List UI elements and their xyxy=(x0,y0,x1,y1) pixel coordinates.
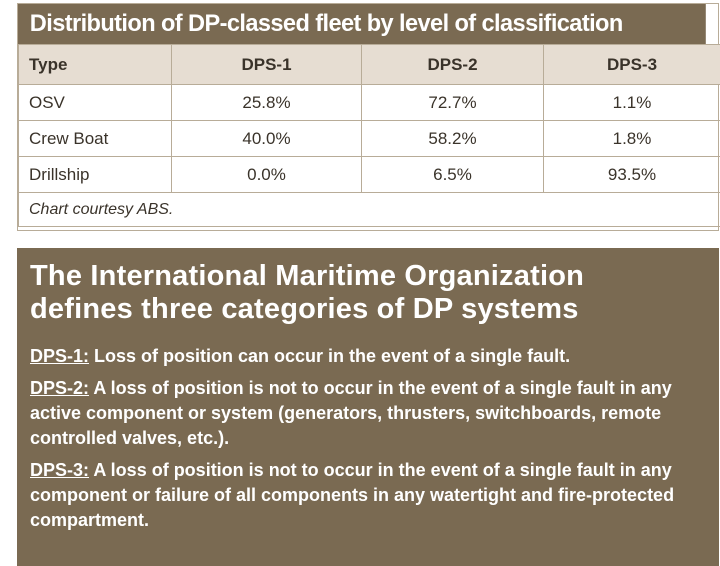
imo-definitions-panel xyxy=(17,248,719,566)
distribution-table-panel xyxy=(17,3,719,231)
table-row xyxy=(19,85,720,121)
cell-dps-2: 6.5% xyxy=(362,157,544,193)
table-note: Chart courtesy ABS. xyxy=(19,193,720,227)
header-dps-2: DPS-2 xyxy=(362,45,544,85)
cell-type: Drillship xyxy=(19,157,172,193)
cell-dps-1: 25.8% xyxy=(172,85,362,121)
header-dps-1: DPS-1 xyxy=(172,45,362,85)
header-dps-3: DPS-3 xyxy=(544,45,720,85)
definition-dps-2 xyxy=(30,376,707,451)
table-title: Distribution of DP-classed fleet by level of classification xyxy=(18,4,706,44)
cell-dps-2: 72.7% xyxy=(362,85,544,121)
cell-type: Crew Boat xyxy=(19,121,172,157)
cell-dps-3: 1.1% xyxy=(544,85,720,121)
imo-title xyxy=(30,260,707,326)
definition-text: A loss of position is not to occur in the event of a single fault in any active component or system (generators, thrusters, switchboards, remote controlled valves, etc.). xyxy=(30,378,672,448)
cell-dps-1: 40.0% xyxy=(172,121,362,157)
cell-dps-3: 93.5% xyxy=(544,157,720,193)
definition-dps-1 xyxy=(30,344,707,369)
imo-title-line-1: The International Maritime Organization xyxy=(30,260,585,292)
distribution-table xyxy=(18,44,720,227)
table-header-row xyxy=(19,45,720,85)
cell-type: OSV xyxy=(19,85,172,121)
table-row xyxy=(19,157,720,193)
table-note-row xyxy=(19,193,720,227)
cell-dps-2: 58.2% xyxy=(362,121,544,157)
cell-dps-1: 0.0% xyxy=(172,157,362,193)
header-type: Type xyxy=(19,45,172,85)
definition-dps-3 xyxy=(30,458,707,533)
definition-term: DPS-3: xyxy=(30,460,90,480)
definition-text: A loss of position is not to occur in the event of a single fault in any component or failure of all components in any watertight and fire-protected compartment. xyxy=(30,460,675,530)
table-row xyxy=(19,121,720,157)
definition-term: DPS-2: xyxy=(30,378,90,398)
definition-text: Loss of position can occur in the event of a single fault. xyxy=(89,346,571,366)
cell-dps-3: 1.8% xyxy=(544,121,720,157)
imo-title-line-2: defines three categories of DP systems xyxy=(30,293,579,325)
definition-term: DPS-1: xyxy=(30,346,90,366)
